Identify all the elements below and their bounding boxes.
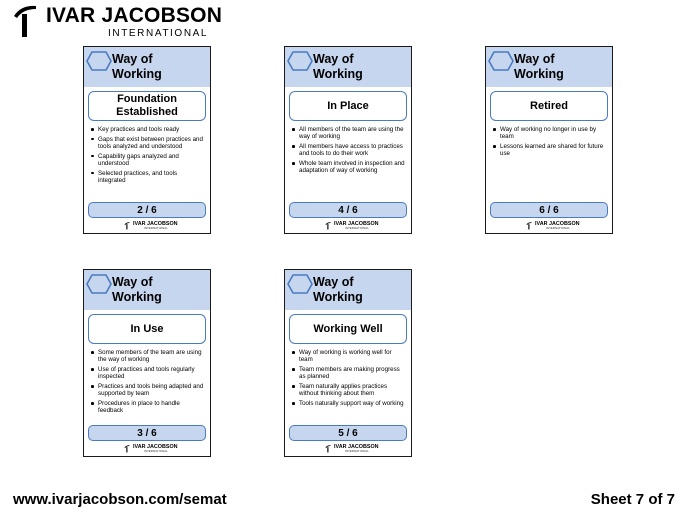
alpha-hexagon-icon (488, 51, 514, 71)
alpha-hexagon-icon (287, 51, 313, 71)
state-card-retired (485, 46, 613, 234)
card-brand (325, 444, 385, 455)
card-brand-name: IVAR JACOBSON (334, 221, 379, 227)
state-number: 5 / 6 (289, 425, 407, 441)
checklist (90, 126, 206, 187)
card-title-line: Working (313, 67, 363, 81)
ivar-jacobson-logo-icon (124, 444, 130, 453)
card-alpha-title (313, 275, 403, 305)
card-brand-subtitle: INTERNATIONAL (144, 450, 169, 453)
card-header (84, 270, 210, 310)
ivar-jacobson-logo-icon (325, 221, 331, 230)
state-card-working-well (284, 269, 412, 457)
state-name: In Use (88, 314, 206, 344)
state-name: Working Well (289, 314, 407, 344)
alpha-hexagon-icon (86, 274, 112, 294)
card-title-line: Working (514, 67, 564, 81)
ivar-jacobson-logo-icon (526, 221, 532, 230)
card-title-line: Way of (313, 52, 354, 66)
ivar-jacobson-logo-icon (124, 221, 130, 230)
checklist (492, 126, 608, 160)
state-number: 3 / 6 (88, 425, 206, 441)
card-brand-subtitle: INTERNATIONAL (144, 227, 169, 230)
card-brand-subtitle: INTERNATIONAL (345, 227, 370, 230)
brand-name: IVAR JACOBSON (46, 4, 223, 27)
card-brand (124, 444, 184, 455)
checklist-item: Practices and tools being adapted and supported by team (90, 383, 206, 398)
state-card-foundation-established (83, 46, 211, 234)
card-alpha-title (112, 52, 202, 82)
sheet-number: Sheet 7 of 7 (590, 491, 675, 508)
checklist-item: Key practices and tools ready (90, 126, 206, 133)
state-name: Foundation Established (88, 91, 206, 121)
checklist-item: Team members are making progress as planned (291, 366, 407, 381)
card-title-line: Way of (112, 275, 153, 289)
checklist-item: Lessons learned are shared for future use (492, 143, 608, 158)
checklist-item: Whole team involved in inspection and adaptation of way of working (291, 160, 407, 175)
checklist-item: Selected practices, and tools integrated (90, 170, 206, 185)
checklist-item: Some members of the team are using the way of working (90, 349, 206, 364)
state-name: In Place (289, 91, 407, 121)
checklist-item: Tools naturally support way of working (291, 400, 407, 407)
checklist-item: Team naturally applies practices without thinking about them (291, 383, 407, 398)
state-card-in-place (284, 46, 412, 234)
state-number: 6 / 6 (490, 202, 608, 218)
state-name: Retired (490, 91, 608, 121)
card-header (285, 47, 411, 87)
alpha-hexagon-icon (86, 51, 112, 71)
ivar-jacobson-logo-icon (12, 2, 38, 38)
checklist-item: Gaps that exist between practices and tools analyzed and understood (90, 136, 206, 151)
card-alpha-title (112, 275, 202, 305)
card-brand (526, 221, 586, 232)
checklist (90, 349, 206, 417)
checklist-item: Procedures in place to handle feedback (90, 400, 206, 415)
card-header (486, 47, 612, 87)
card-title-line: Working (313, 290, 363, 304)
checklist-item: Use of practices and tools regularly inspected (90, 366, 206, 381)
brand-header (12, 2, 223, 40)
card-brand-subtitle: INTERNATIONAL (546, 227, 571, 230)
card-header (84, 47, 210, 87)
card-alpha-title (514, 52, 604, 82)
card-title-line: Way of (514, 52, 555, 66)
state-number: 2 / 6 (88, 202, 206, 218)
state-number: 4 / 6 (289, 202, 407, 218)
checklist-item: Capability gaps analyzed and understood (90, 153, 206, 168)
card-title-line: Way of (313, 275, 354, 289)
footer-url-link[interactable]: www.ivarjacobson.com/semat (13, 491, 227, 508)
state-card-in-use (83, 269, 211, 457)
card-brand-name: IVAR JACOBSON (535, 221, 580, 227)
checklist-item: Way of working no longer in use by team (492, 126, 608, 141)
checklist (291, 126, 407, 177)
card-title-line: Working (112, 290, 162, 304)
checklist-item: All members of the team are using the way of working (291, 126, 407, 141)
checklist-item: All members have access to practices and tools to do their work (291, 143, 407, 158)
card-alpha-title (313, 52, 403, 82)
card-brand-name: IVAR JACOBSON (133, 221, 178, 227)
ivar-jacobson-logo-icon (325, 444, 331, 453)
brand-subtitle: INTERNATIONAL (108, 28, 209, 39)
card-brand-name: IVAR JACOBSON (334, 444, 379, 450)
card-brand-name: IVAR JACOBSON (133, 444, 178, 450)
card-header (285, 270, 411, 310)
checklist-item: Way of working is working well for team (291, 349, 407, 364)
card-brand (124, 221, 184, 232)
card-brand-subtitle: INTERNATIONAL (345, 450, 370, 453)
checklist (291, 349, 407, 410)
alpha-hexagon-icon (287, 274, 313, 294)
card-title-line: Working (112, 67, 162, 81)
card-brand (325, 221, 385, 232)
card-title-line: Way of (112, 52, 153, 66)
